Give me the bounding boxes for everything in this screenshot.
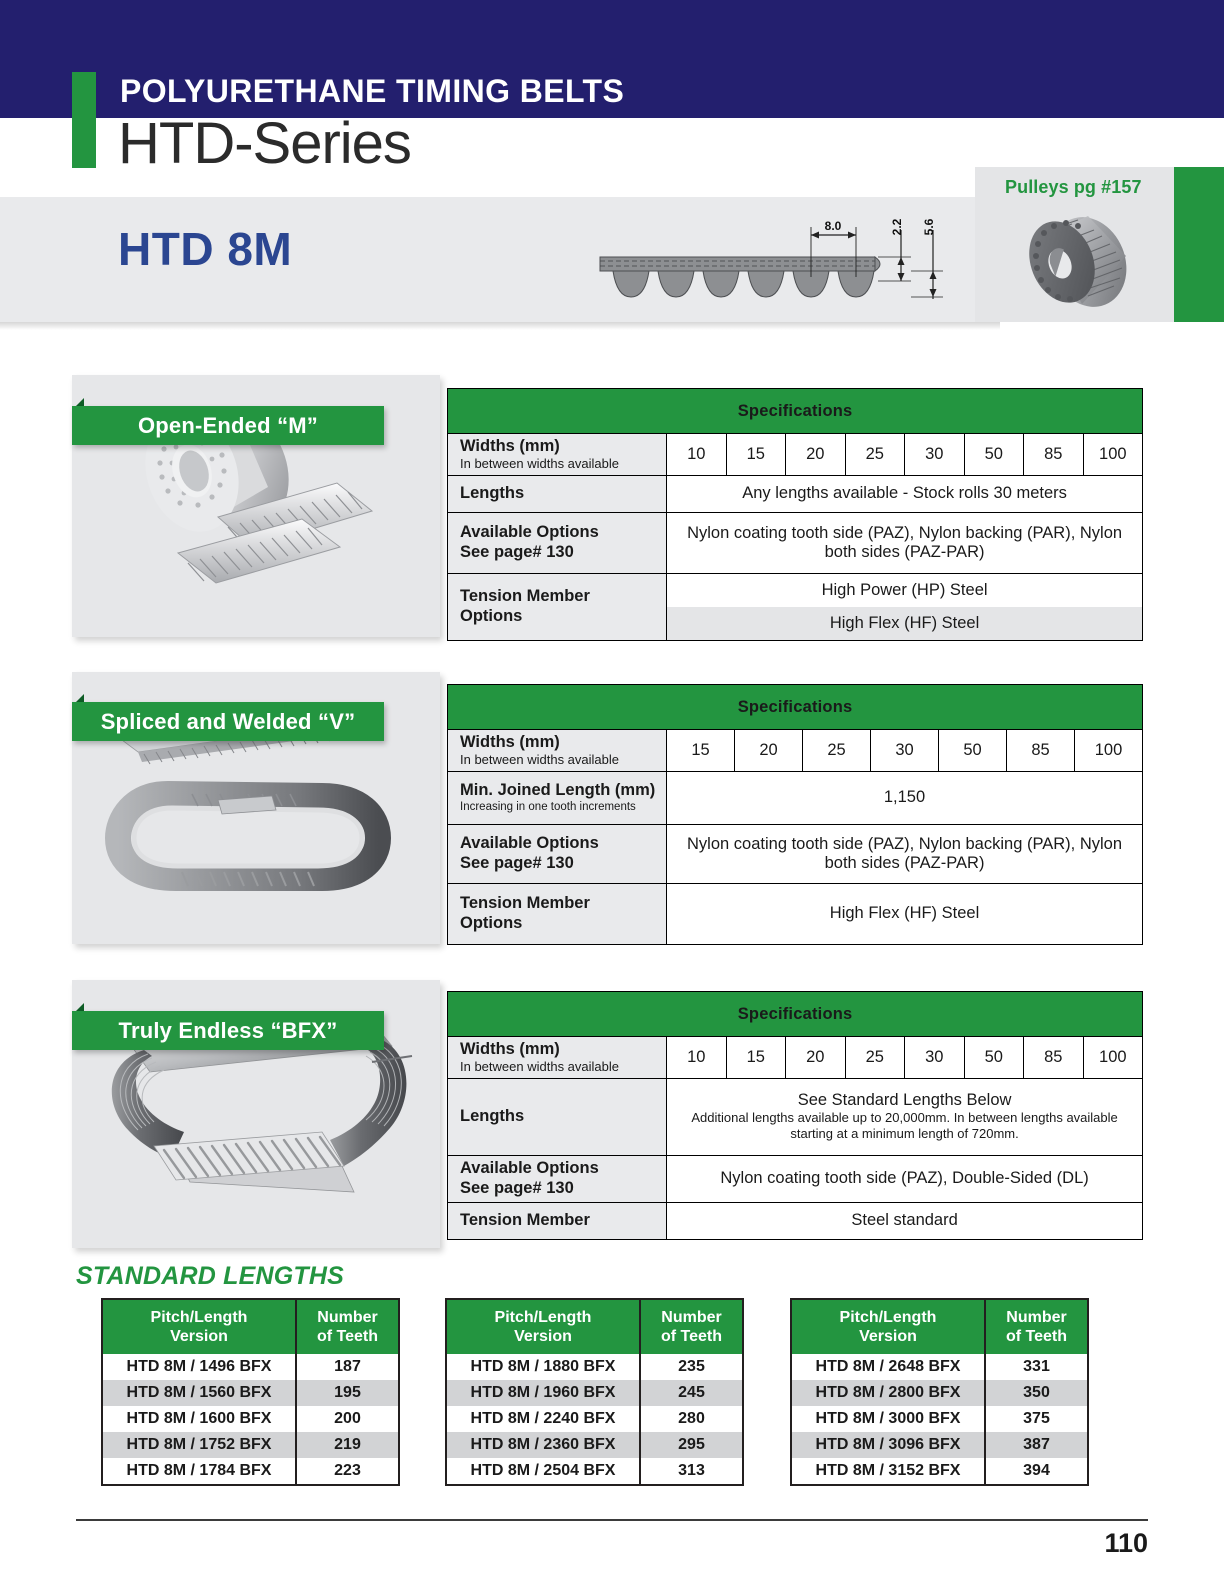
pitch-length-value: HTD 8M / 3096 BFX bbox=[791, 1432, 985, 1458]
table-row bbox=[791, 1380, 1088, 1406]
width-value: 50 bbox=[964, 434, 1024, 476]
teeth-value: 195 bbox=[296, 1380, 399, 1406]
width-value: 100 bbox=[1075, 730, 1143, 772]
table-row bbox=[102, 1406, 399, 1432]
row-label-text: Available Options bbox=[460, 523, 599, 542]
row-label: Lengths bbox=[448, 1078, 667, 1155]
teeth-value: 187 bbox=[334, 1358, 361, 1376]
width-value: 30 bbox=[871, 730, 939, 772]
width-value: 15 bbox=[726, 434, 786, 476]
row-label bbox=[448, 512, 667, 573]
widths-label-text: Widths (mm) bbox=[460, 1040, 560, 1058]
row-value bbox=[667, 1078, 1143, 1155]
table-row bbox=[102, 1354, 399, 1380]
row-sublabel-text: See page# 130 bbox=[460, 854, 574, 873]
table-row bbox=[102, 1380, 399, 1406]
table-row bbox=[448, 730, 1143, 772]
pitch-length-value: HTD 8M / 1496 BFX bbox=[102, 1354, 296, 1380]
page-subtitle: HTD-Series bbox=[118, 111, 411, 176]
profile-total-height-label: 5.6 bbox=[922, 218, 936, 236]
table-row bbox=[446, 1458, 743, 1485]
section-tag-spliced-welded: Spliced and Welded “V” bbox=[72, 702, 384, 741]
pitch-length-value: HTD 8M / 2800 BFX bbox=[791, 1380, 985, 1406]
teeth-value: 350 bbox=[985, 1380, 1088, 1406]
table-row bbox=[448, 475, 1143, 512]
teeth-value: 280 bbox=[678, 1410, 705, 1428]
row-sublabel-text: See page# 130 bbox=[460, 543, 574, 562]
row-value: Any lengths available - Stock rolls 30 meters bbox=[667, 475, 1143, 512]
tension-value: Steel standard bbox=[667, 1202, 1143, 1239]
title-bar-shadow bbox=[0, 322, 1000, 330]
teeth-value: 235 bbox=[678, 1358, 705, 1376]
widths-sublabel-text: In between widths available bbox=[460, 751, 619, 767]
width-value: 25 bbox=[845, 434, 905, 476]
table-header-row bbox=[791, 1299, 1088, 1354]
tension-label-text: Tension Member bbox=[460, 894, 590, 913]
table-row bbox=[446, 1380, 743, 1406]
teeth-value: 223 bbox=[334, 1462, 361, 1480]
row-label-text: Min. Joined Length (mm) bbox=[460, 781, 656, 800]
section-tag-truly-endless: Truly Endless “BFX” bbox=[72, 1011, 384, 1050]
tension-value: High Flex (HF) Steel bbox=[667, 607, 1143, 641]
pitch-length-value: HTD 8M / 2648 BFX bbox=[791, 1354, 985, 1380]
width-value: 10 bbox=[667, 434, 727, 476]
table-row bbox=[448, 824, 1143, 883]
pitch-length-value: HTD 8M / 1880 BFX bbox=[446, 1354, 640, 1380]
row-value: 1,150 bbox=[667, 771, 1143, 824]
widths-label bbox=[448, 1037, 667, 1079]
width-value: 50 bbox=[939, 730, 1007, 772]
spec-header: Specifications bbox=[448, 992, 1143, 1037]
row-label-text: Available Options bbox=[460, 834, 599, 853]
pulleys-green-bar bbox=[1174, 167, 1224, 322]
standard-lengths-table-3 bbox=[790, 1298, 1089, 1486]
teeth-value: 375 bbox=[1023, 1410, 1050, 1428]
table-header-row bbox=[446, 1299, 743, 1354]
pulley-icon bbox=[1010, 200, 1145, 318]
pitch-length-value: HTD 8M / 1960 BFX bbox=[446, 1380, 640, 1406]
standard-lengths-table-1 bbox=[101, 1298, 400, 1486]
width-value: 50 bbox=[964, 1037, 1024, 1079]
width-value: 85 bbox=[1007, 730, 1075, 772]
teeth-value: 313 bbox=[678, 1462, 705, 1480]
table-row bbox=[446, 1406, 743, 1432]
table-row bbox=[102, 1458, 399, 1485]
spec-table-open-ended bbox=[447, 388, 1143, 641]
standard-lengths-heading: STANDARD LENGTHS bbox=[76, 1262, 345, 1290]
teeth-value: 387 bbox=[985, 1432, 1088, 1458]
profile-pitch-label: 8.0 bbox=[824, 219, 842, 233]
table-row bbox=[448, 771, 1143, 824]
tension-value: High Flex (HF) Steel bbox=[667, 883, 1143, 944]
width-value: 20 bbox=[735, 730, 803, 772]
header-green-accent-bar bbox=[72, 72, 96, 168]
belt-profile-diagram bbox=[595, 205, 960, 305]
profile-tooth-height-label: 2.2 bbox=[890, 218, 904, 236]
table-row bbox=[102, 1432, 399, 1458]
widths-label-text: Widths (mm) bbox=[460, 733, 560, 751]
width-value: 85 bbox=[1024, 434, 1084, 476]
teeth-value: 245 bbox=[640, 1380, 743, 1406]
pitch-length-value: HTD 8M / 3152 BFX bbox=[791, 1458, 985, 1485]
table-row bbox=[448, 1037, 1143, 1079]
widths-sublabel-text: In between widths available bbox=[460, 1058, 619, 1074]
spec-header: Specifications bbox=[448, 389, 1143, 434]
table-row bbox=[791, 1354, 1088, 1380]
row-label: Lengths bbox=[448, 475, 667, 512]
standard-lengths-table-2 bbox=[445, 1298, 744, 1486]
row-value: Nylon coating tooth side (PAZ), Nylon backing (PAR), Nylon both sides (PAZ-PAR) bbox=[667, 512, 1143, 573]
width-value: 30 bbox=[905, 434, 965, 476]
table-row bbox=[448, 573, 1143, 607]
teeth-value: 200 bbox=[334, 1410, 361, 1428]
pitch-length-value: HTD 8M / 2504 BFX bbox=[446, 1458, 640, 1485]
tension-value: High Power (HP) Steel bbox=[667, 573, 1143, 607]
pitch-length-value: HTD 8M / 1560 BFX bbox=[102, 1380, 296, 1406]
pitch-length-value: HTD 8M / 1784 BFX bbox=[102, 1458, 296, 1485]
pulleys-page-link[interactable]: Pulleys pg #157 bbox=[1005, 177, 1142, 197]
pitch-length-value: HTD 8M / 2240 BFX bbox=[446, 1406, 640, 1432]
row-sublabel-text: Increasing in one tooth increments bbox=[460, 801, 636, 814]
table-row bbox=[791, 1406, 1088, 1432]
width-value: 100 bbox=[1083, 1037, 1143, 1079]
row-value-sub: Additional lengths available up to 20,000mm. In between lengths available starting at a minimum length of 720mm. bbox=[691, 1110, 1118, 1142]
spec-table-truly-endless bbox=[447, 991, 1143, 1240]
footer-divider bbox=[76, 1519, 1148, 1521]
table-row bbox=[791, 1432, 1088, 1458]
model-name: HTD 8M bbox=[118, 223, 293, 275]
table-header-row bbox=[102, 1299, 399, 1354]
tension-sublabel-text: Options bbox=[460, 607, 523, 626]
section-tag-open-ended: Open-Ended “M” bbox=[72, 406, 384, 445]
width-value: 25 bbox=[845, 1037, 905, 1079]
tension-member-label bbox=[448, 883, 667, 944]
column-header-number-of-teeth: Number of Teeth bbox=[640, 1299, 743, 1354]
table-row bbox=[446, 1432, 743, 1458]
tension-member-label bbox=[448, 573, 667, 640]
pitch-length-value: HTD 8M / 1600 BFX bbox=[102, 1406, 296, 1432]
table-row bbox=[448, 434, 1143, 476]
widths-sublabel-text: In between widths available bbox=[460, 455, 619, 471]
width-value: 100 bbox=[1083, 434, 1143, 476]
row-label bbox=[448, 1155, 667, 1202]
table-row bbox=[448, 1155, 1143, 1202]
pitch-length-value: HTD 8M / 1752 BFX bbox=[102, 1432, 296, 1458]
pitch-length-value: HTD 8M / 3000 BFX bbox=[791, 1406, 985, 1432]
tension-sublabel-text: Options bbox=[460, 914, 523, 933]
widths-label bbox=[448, 730, 667, 772]
row-label bbox=[448, 771, 667, 824]
row-label-text: Available Options bbox=[460, 1159, 599, 1178]
table-row bbox=[448, 1202, 1143, 1239]
table-row bbox=[791, 1458, 1088, 1485]
spec-header: Specifications bbox=[448, 685, 1143, 730]
spec-table-spliced-welded bbox=[447, 684, 1143, 945]
widths-label-text: Widths (mm) bbox=[460, 437, 560, 455]
row-value: Nylon coating tooth side (PAZ), Nylon backing (PAR), Nylon both sides (PAZ-PAR) bbox=[667, 824, 1143, 883]
tension-label-text: Tension Member bbox=[460, 587, 590, 606]
row-value-main: See Standard Lengths Below bbox=[797, 1091, 1012, 1110]
table-row bbox=[446, 1354, 743, 1380]
width-value: 10 bbox=[667, 1037, 727, 1079]
width-value: 30 bbox=[905, 1037, 965, 1079]
row-value: Nylon coating tooth side (PAZ), Double-Sided (DL) bbox=[667, 1155, 1143, 1202]
column-header-pitch-length: Pitch/Length Version bbox=[791, 1299, 985, 1354]
page-number: 110 bbox=[1104, 1528, 1148, 1558]
table-row bbox=[448, 883, 1143, 944]
width-value: 85 bbox=[1024, 1037, 1084, 1079]
row-label bbox=[448, 824, 667, 883]
teeth-value: 219 bbox=[296, 1432, 399, 1458]
teeth-value: 331 bbox=[1023, 1358, 1050, 1376]
table-row bbox=[448, 512, 1143, 573]
page-title: POLYURETHANE TIMING BELTS bbox=[120, 73, 625, 109]
teeth-value: 295 bbox=[640, 1432, 743, 1458]
width-value: 15 bbox=[726, 1037, 786, 1079]
tension-member-label: Tension Member bbox=[448, 1202, 667, 1239]
width-value: 20 bbox=[786, 434, 846, 476]
row-sublabel-text: See page# 130 bbox=[460, 1179, 574, 1198]
column-header-pitch-length: Pitch/Length Version bbox=[102, 1299, 296, 1354]
column-header-number-of-teeth: Number of Teeth bbox=[296, 1299, 399, 1354]
pitch-length-value: HTD 8M / 2360 BFX bbox=[446, 1432, 640, 1458]
column-header-number-of-teeth: Number of Teeth bbox=[985, 1299, 1088, 1354]
width-value: 25 bbox=[803, 730, 871, 772]
column-header-pitch-length: Pitch/Length Version bbox=[446, 1299, 640, 1354]
width-value: 15 bbox=[667, 730, 735, 772]
table-row bbox=[448, 1078, 1143, 1155]
widths-label bbox=[448, 434, 667, 476]
teeth-value: 394 bbox=[1023, 1462, 1050, 1480]
width-value: 20 bbox=[786, 1037, 846, 1079]
